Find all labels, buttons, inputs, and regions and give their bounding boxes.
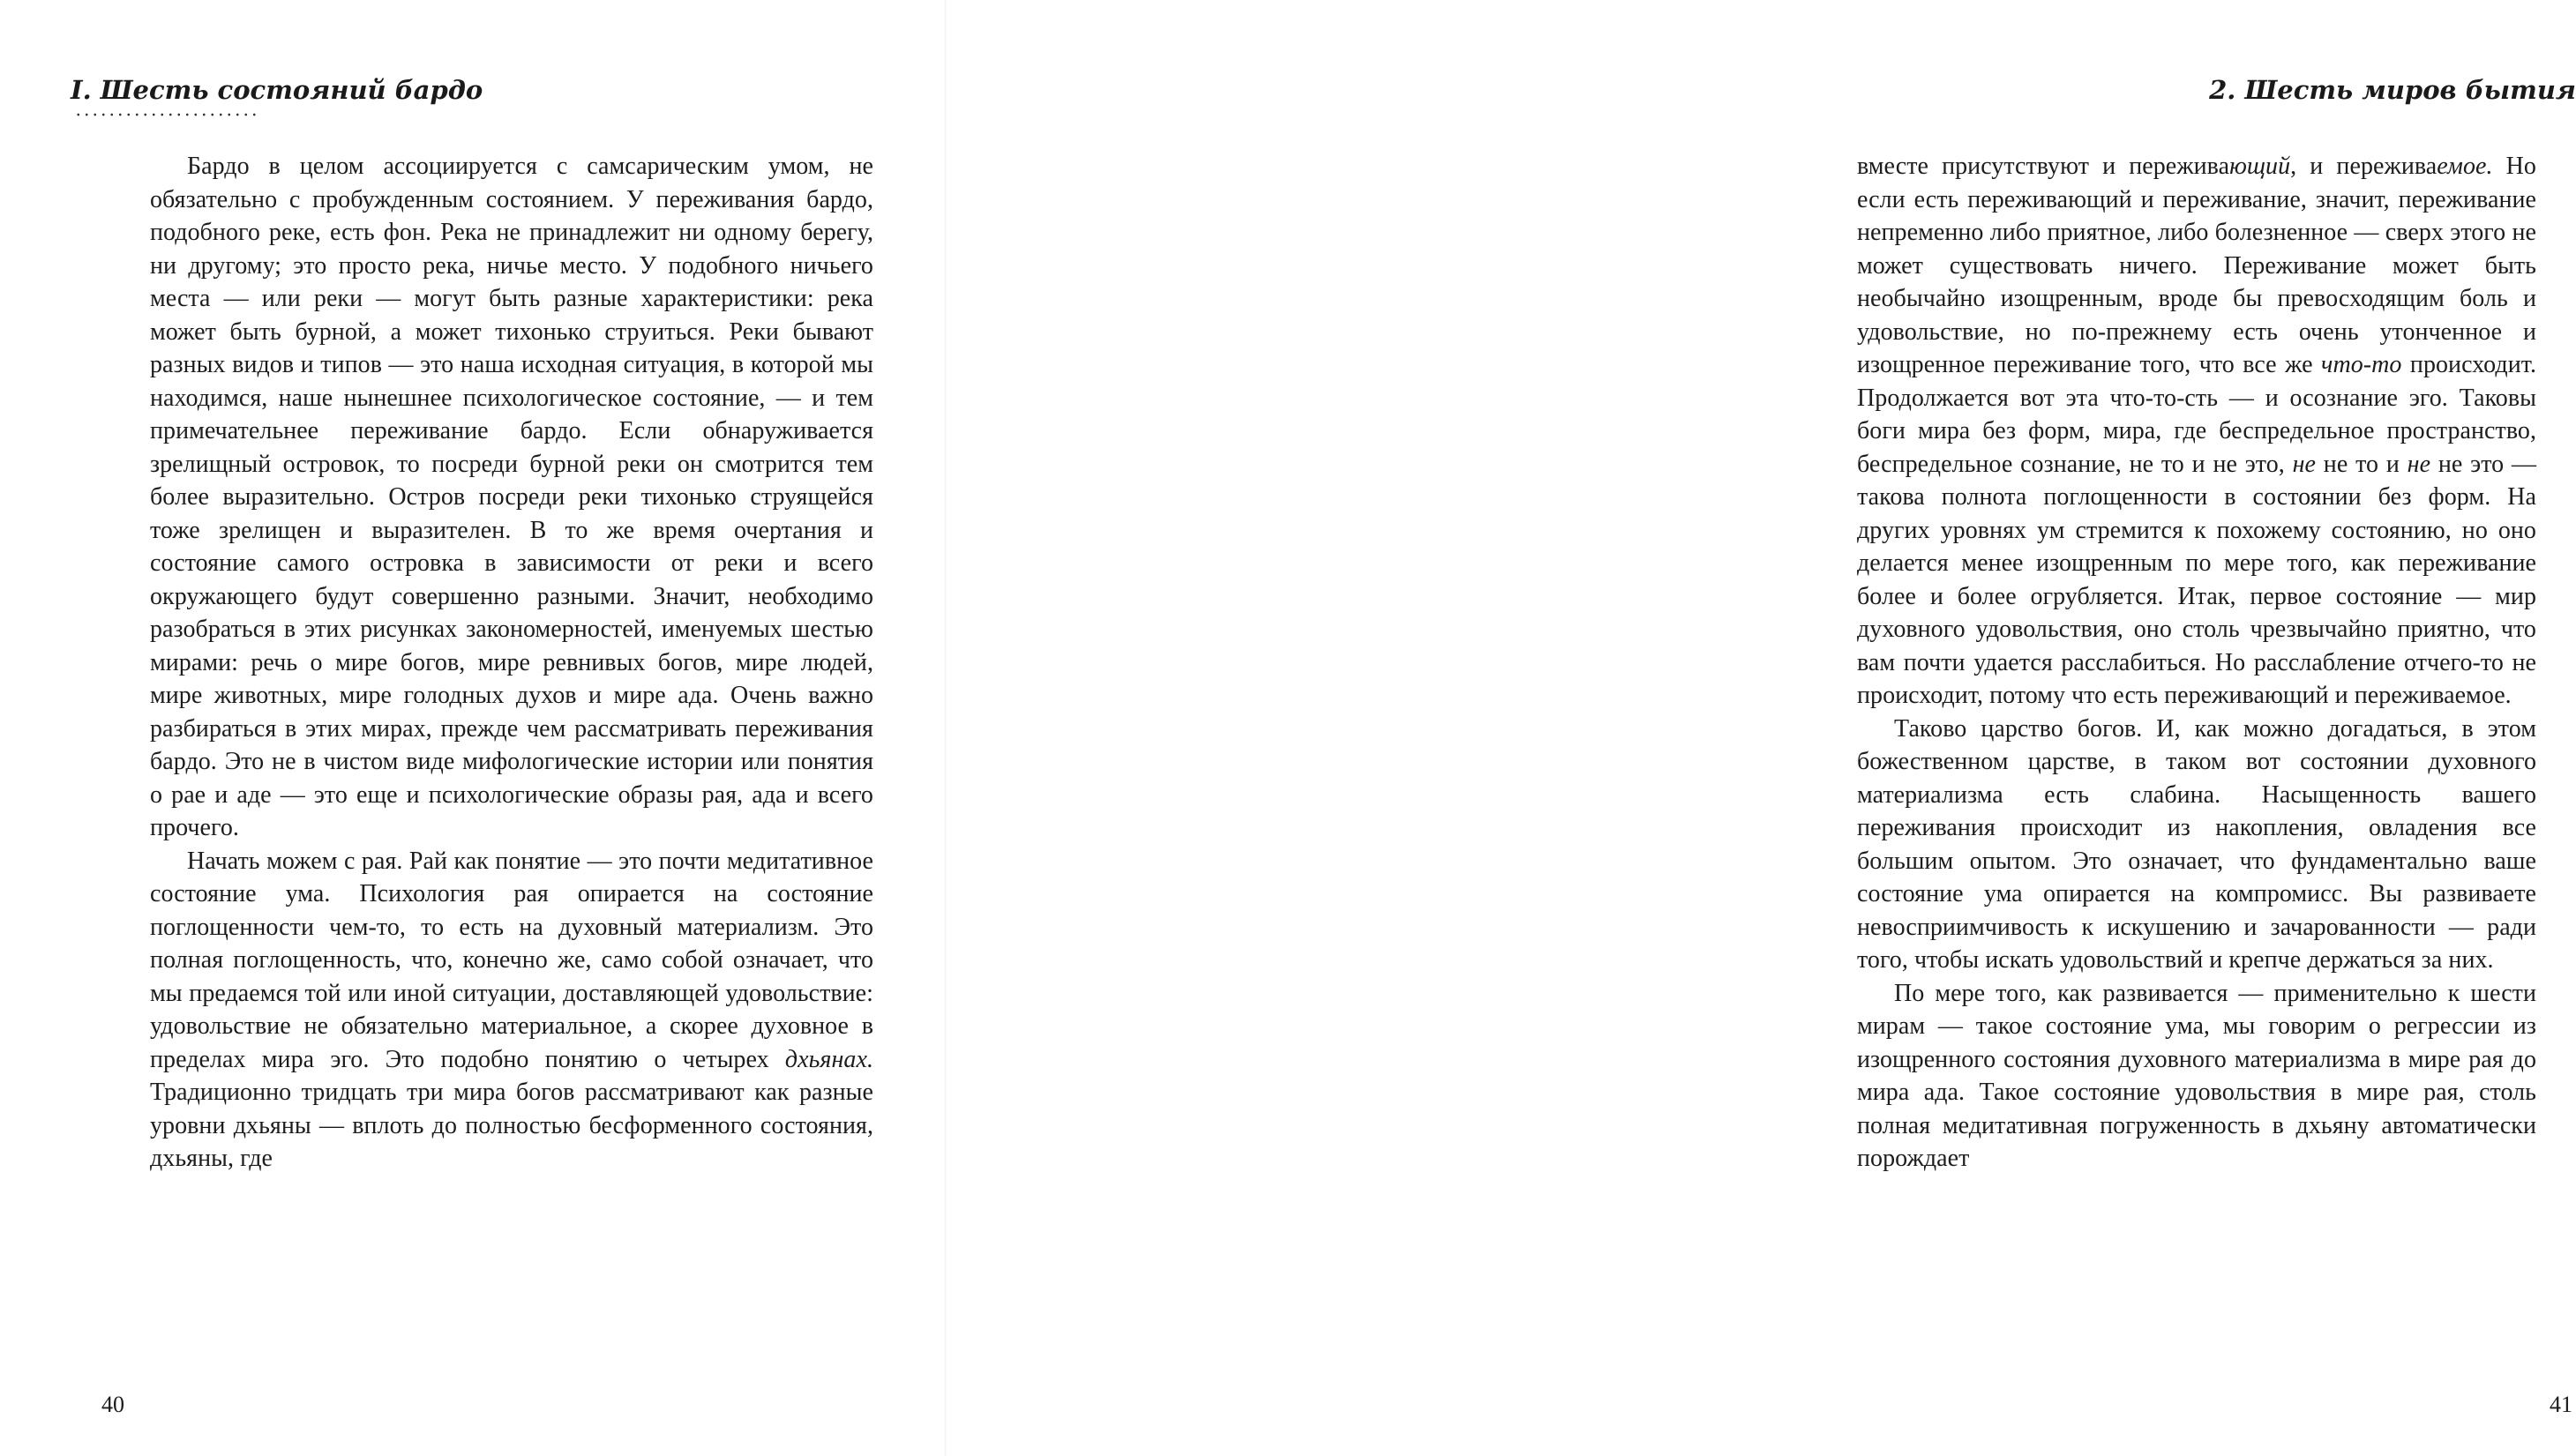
text-run: вместе присутствуют и пережива <box>1857 153 2230 180</box>
page-number-left: 40 <box>101 1392 124 1417</box>
italic-run: емое. <box>2437 153 2493 180</box>
left-text-column <box>150 150 873 1176</box>
running-head-left: I. Шесть состояний бардо <box>71 75 483 105</box>
paragraph <box>1857 713 2536 977</box>
text-run: Начать можем с рая. Рай как понятие — это почти медитативное состояние ума. Психология рая опирается на состояние поглощенности чем-то, то есть на духовный материализм. Это полная поглощенность, что, конечно же, само собой означает, что мы предаемся той или иной ситуации, доставляющей удовольствие: удовольствие не обязательно материальное, а скорее духовное в пределах мира эго. Это подобно понятию о четырех <box>150 847 873 1073</box>
italic-run: что-то <box>2321 351 2402 378</box>
paragraph <box>150 150 873 845</box>
text-run: не то и <box>2316 450 2408 478</box>
text-run: По мере того, как развивается — применительно к шести мирам — такое состояние ума, мы говорим о регрессии из изощренного состояния духовного материализма в мире рая до мира ада. Такое состояние удовольствия в мире рая, столь полная медитативная погруженность в дхьяну автоматически порождает <box>1857 979 2536 1172</box>
running-head-right: 2. Шесть миров бытия <box>2209 75 2576 105</box>
page-number-right: 41 <box>2550 1392 2572 1417</box>
text-run: не это — такова полнота поглощенности в состоянии без форм. На других уровнях ум стремится к похожему состоянию, но оно делается менее изощренным по мере того, как переживание более и более огрубляется. Итак, первое состояние — мир духовного удовольствия, оно столь чрезвычайно приятно, что вам почти удается расслабиться. Но расслабление отчего-то не происходит, потому что есть переживающий и переживаемое. <box>1857 450 2536 709</box>
text-run: Таково царство богов. И, как можно догадаться, в этом божественном царстве, в таком вот состоянии духовного материализма есть слабина. Насыщенность вашего переживания происходит из накопления, овладения все большим опытом. Это означает, что фундаментально ваше состояние ума опирается на компромисс. Вы развиваете невосприимчивость к искушению и зачарованности — ради того, чтобы искать удовольствий и крепче держаться за них. <box>1857 714 2536 974</box>
page-gutter <box>944 0 947 1456</box>
italic-run: дхьянах. <box>784 1045 873 1073</box>
italic-run: не <box>2292 450 2317 478</box>
text-run: Но если есть переживающий и переживание, значит, переживание непременно либо приятное, либо болезненное — сверх этого не может существовать ничего. Переживание может быть необычайно изощренным, вроде бы превосходящим боль и удовольствие, но по-прежнему есть очень утонченное и изощренное переживание того, что все же <box>1857 153 2536 378</box>
left-page <box>0 0 882 1456</box>
text-run: происходит. Продолжается вот эта что-то-сть — и осознание эго. Таковы боги мира без форм, мира, где беспредельное пространство, беспредельное сознание, не то и не это, <box>1857 351 2536 478</box>
paragraph <box>1857 150 2536 713</box>
right-page <box>882 0 2576 1456</box>
text-run: Традиционно тридцать три мира богов рассматривают как разные уровни дхьяны — вплоть до полностью бесформенного состояния, дхьяны, где <box>150 1079 873 1172</box>
italic-run: ющий <box>2229 153 2291 180</box>
text-run: , и пережива <box>2290 153 2437 180</box>
paragraph <box>150 845 873 1176</box>
dotted-rule <box>74 113 259 116</box>
right-text-column <box>1857 150 2536 1176</box>
italic-run: не <box>2407 450 2431 478</box>
paragraph <box>1857 977 2536 1176</box>
text-run: Бардо в целом ассоциируется с самсарическим умом, не обязательно с пробужденным состоянием. У переживания бардо, подобного реке, есть фон. Река не принадлежит ни одному берегу, ни другому; это просто река, ничье место. У подобного ничьего места — или реки — могут быть разные характеристики: река может быть бурной, а может тихонько струиться. Реки бывают разных видов и типов — это наша исходная ситуация, в которой мы находимся, наше нынешнее психологическое состояние, — и тем примечательнее переживание бардо. Если обнаруживается зрелищный островок, то посреди бурной реки он смотрится тем более выразительно. Остров посреди реки тихонько струящейся тоже зрелищен и выразителен. В то же время очертания и состояние самого островка в зависимости от реки и всего окружающего будут совершенно разными. Значит, необходимо разобраться в этих рисунках закономерностей, именуемых шестью мирами: речь о мире богов, мире ревнивых богов, мире людей, мире животных, мире голодных духов и мире ада. Очень важно разбираться в этих мирах, прежде чем рассматривать переживания бардо. Это не в чистом виде мифологические истории или понятия о рае и аде — это еще и психологические образы рая, ада и всего прочего. <box>150 153 873 841</box>
